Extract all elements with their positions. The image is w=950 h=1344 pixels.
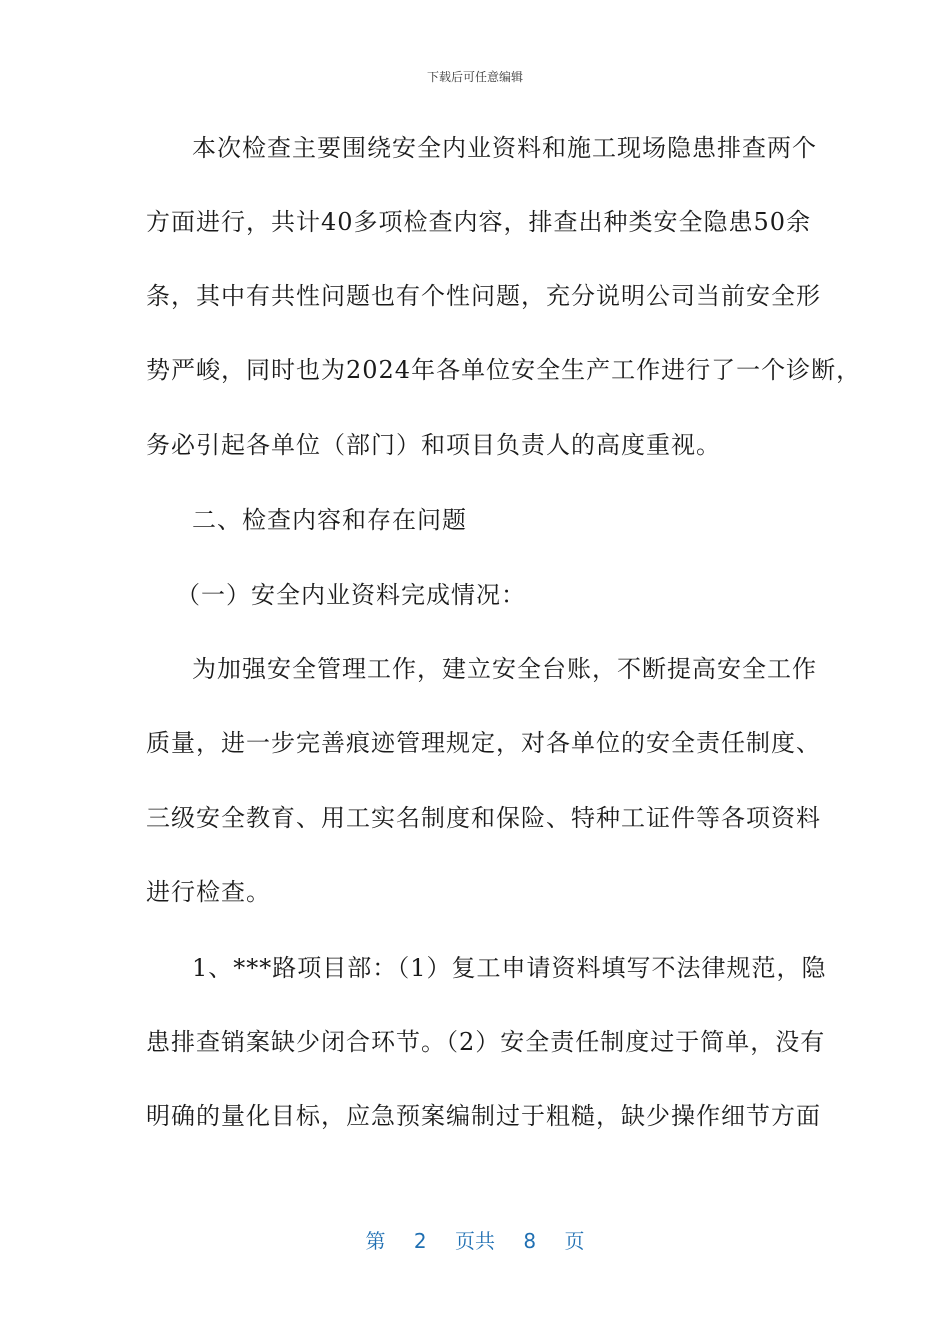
body-line: 务必引起各单位（部门）和项目负责人的高度重视。 (146, 431, 721, 459)
body-line: 为加强安全管理工作，建立安全台账，不断提高安全工作 (192, 655, 817, 683)
subsection-heading: （一）安全内业资料完成情况： (176, 581, 526, 609)
page-header: 下载后可任意编辑 (426, 70, 523, 84)
body-line: 本次检查主要围绕安全内业资料和施工现场隐患排查两个 (192, 134, 817, 162)
body-line: 患排查销案缺少闭合环节。（2）安全责任制度过于简单，没有 (146, 1028, 826, 1056)
page-label-prefix: 第 (365, 1229, 386, 1253)
current-page-number: 2 (413, 1229, 427, 1253)
total-pages-number: 8 (523, 1229, 537, 1253)
body-line: 质量，进一步完善痕迹管理规定，对各单位的安全责任制度、 (146, 729, 821, 757)
body-line: 条，其中有共性问题也有个性问题，充分说明公司当前安全形 (146, 282, 821, 310)
body-line: 三级安全教育、用工实名制度和保险、特种工证件等各项资料 (146, 804, 821, 832)
body-line: 进行检查。 (146, 878, 271, 906)
body-line: 势严峻，同时也为2024年各单位安全生产工作进行了一个诊断， (146, 356, 862, 384)
page-label-suffix: 页 (564, 1229, 585, 1253)
page-label-mid: 页共 (455, 1229, 495, 1253)
body-line: 明确的量化目标，应急预案编制过于粗糙，缺少操作细节方面 (146, 1102, 821, 1130)
page-footer (0, 1225, 950, 1254)
body-line: 方面进行，共计40多项检查内容，排查出种类安全隐患50余 (146, 208, 812, 236)
section-heading: 二、检查内容和存在问题 (192, 506, 467, 534)
body-line: 1、***路项目部：（1）复工申请资料填写不法律规范，隐 (192, 954, 827, 982)
